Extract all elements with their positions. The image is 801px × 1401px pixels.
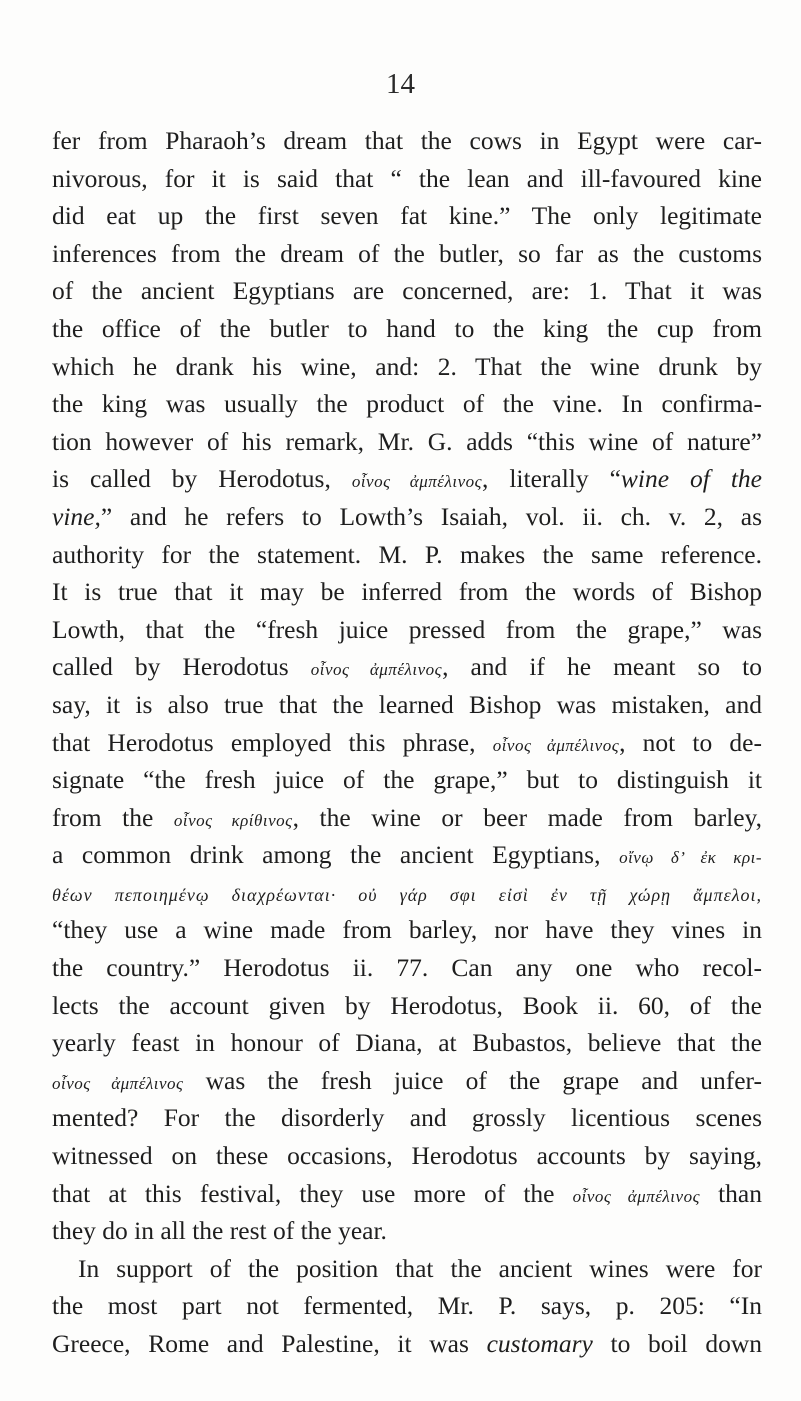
text-line — [52, 122, 762, 160]
text-segment: say, it is also true that the learned Bishop was mistaken, and — [52, 689, 762, 719]
greek-phrase: οἶνος ἀμπέλινος — [572, 1186, 700, 1206]
text-segment: from the — [52, 802, 174, 832]
text-segment: It is true that it may be inferred from the words of Bishop — [52, 577, 762, 607]
body-text — [52, 122, 762, 1363]
text-segment: , not to de- — [619, 727, 762, 757]
text-line — [52, 1325, 762, 1363]
text-line — [52, 235, 762, 273]
greek-quotation: θέων πεποιημένῳ διαχρέωνται· οὐ γάρ σφι εἰσὶ ἐν τῇ χώρῃ ἄμπελοι, — [52, 884, 762, 905]
text-line — [52, 874, 762, 912]
text-line — [52, 1250, 762, 1288]
text-segment: lects the account given by Herodotus, Book ii. 60, of the — [52, 990, 762, 1020]
text-segment: of the ancient Egyptians are concerned, are: 1. That it was — [52, 276, 762, 306]
text-line — [52, 1212, 762, 1250]
text-segment: witnessed on these occasions, Herodotus accounts by saying, — [52, 1141, 762, 1171]
text-segment: inferences from the dream of the butler, so far as the customs — [52, 238, 762, 268]
text-segment: signate “the fresh juice of the grape,” but to distinguish it — [52, 765, 762, 795]
text-segment: In support of the position that the ancient wines were for — [78, 1253, 762, 1283]
greek-phrase: οἴνῳ δ’ ἐκ κρι- — [619, 848, 762, 868]
text-line — [52, 648, 762, 686]
text-line — [52, 611, 762, 649]
text-segment: was the fresh juice of the grape and unfer- — [183, 1065, 762, 1095]
text-line — [52, 987, 762, 1025]
text-segment: did eat up the first seven fat kine.” The only legitimate — [52, 201, 762, 231]
text-segment: that at this festival, they use more of the — [52, 1178, 573, 1208]
text-segment: Greece, Rome and Palestine, it was — [52, 1329, 487, 1358]
text-line — [52, 1287, 762, 1325]
greek-phrase: οἶνος ἀμπέλινος — [492, 735, 620, 755]
text-segment: the most part not fermented, Mr. P. says, p. 205: “In — [52, 1291, 762, 1321]
text-line — [52, 799, 762, 837]
text-line — [52, 836, 762, 874]
text-line — [52, 686, 762, 724]
text-segment: , literally “ — [482, 464, 621, 494]
text-line — [52, 160, 762, 198]
text-segment: the country.” Herodotus ii. 77. Can any one who recol- — [52, 953, 762, 983]
text-line — [52, 348, 762, 386]
text-segment: than — [699, 1178, 762, 1208]
greek-phrase: οἶνος ἀμπέλινος — [351, 472, 483, 492]
text-line — [52, 724, 762, 762]
text-segment: yearly feast in honour of Diana, at Bubastos, believe that the — [52, 1028, 762, 1058]
text-segment: , and if he meant so to — [442, 652, 763, 682]
text-line — [52, 573, 762, 611]
text-segment: mented? For the disorderly and grossly licentious scenes — [52, 1103, 762, 1133]
text-line — [52, 460, 762, 498]
text-segment: they do in all the rest of the year. — [52, 1216, 387, 1246]
italic-phrase: wine of the — [620, 464, 762, 494]
text-line — [52, 1062, 762, 1100]
italic-phrase: customary — [486, 1329, 593, 1358]
greek-phrase: οἶνος ἀμπέλινος — [310, 660, 443, 680]
text-segment: a common drink among the ancient Egyptians, — [52, 840, 620, 870]
text-line — [52, 498, 762, 536]
text-segment: which he drank his wine, and: 2. That the wine drunk by — [52, 351, 762, 381]
text-line — [52, 1137, 762, 1175]
text-segment: , the wine or beer made from barley, — [292, 802, 763, 832]
text-line — [52, 272, 762, 310]
text-segment: the office of the butler to hand to the king the cup from — [52, 313, 762, 343]
text-line — [52, 197, 762, 235]
text-line — [52, 310, 762, 348]
text-line — [52, 423, 762, 461]
text-segment: that Herodotus employed this phrase, — [52, 727, 493, 757]
text-segment: is called by Herodotus, — [52, 464, 352, 494]
text-line — [52, 761, 762, 799]
text-line — [52, 1099, 762, 1137]
text-line — [52, 385, 762, 423]
greek-phrase: οἶνος κρίθινος — [173, 810, 293, 830]
italic-phrase: vine, — [52, 501, 101, 531]
text-line — [52, 1024, 762, 1062]
text-segment: to boil down — [592, 1329, 762, 1358]
text-line — [52, 1175, 762, 1213]
text-segment: authority for the statement. M. P. makes the same reference. — [52, 539, 762, 569]
text-segment: fer from Pharaoh’s dream that the cows in Egypt were car- — [52, 126, 762, 155]
text-line — [52, 536, 762, 574]
text-segment: nivorous, for it is said that “ the lean and ill-favoured kine — [52, 163, 762, 193]
greek-phrase: οἶνος ἀμπέλινος — [52, 1073, 184, 1093]
text-segment: called by Herodotus — [52, 652, 311, 682]
text-line — [52, 949, 762, 987]
text-segment: “they use a wine made from barley, nor have they vines in — [52, 915, 762, 945]
page-number: 14 — [386, 68, 415, 100]
text-line — [52, 911, 762, 949]
text-segment: ” and he refers to Lowth’s Isaiah, vol. ii. ch. v. 2, as — [100, 501, 762, 531]
text-segment: Lowth, that the “fresh juice pressed from the grape,” was — [52, 614, 762, 644]
text-segment: tion however of his remark, Mr. G. adds “this wine of nature” — [52, 426, 762, 456]
text-segment: the king was usually the product of the vine. In confirma- — [52, 389, 762, 419]
